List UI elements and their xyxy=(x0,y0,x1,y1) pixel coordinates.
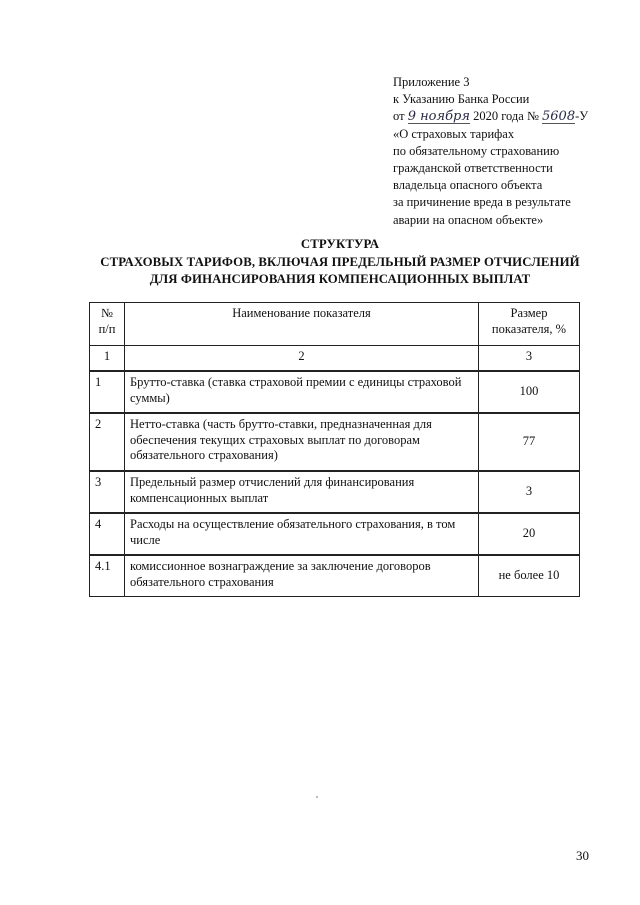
header-num: № п/п xyxy=(90,303,125,346)
row-value: 3 xyxy=(479,471,580,513)
row-value: не более 10 xyxy=(479,555,580,597)
table-header-row xyxy=(90,303,580,346)
header-value: Размер показателя, % xyxy=(479,303,580,346)
column-number-row xyxy=(90,346,580,372)
appendix-header xyxy=(393,74,623,229)
title-line-2: СТРАХОВЫХ ТАРИФОВ, ВКЛЮЧАЯ ПРЕДЕЛЬНЫЙ РАЗМЕР ОТЧИСЛЕНИЙ xyxy=(100,254,580,269)
scan-dot xyxy=(316,796,318,798)
subject-line-3: гражданской ответственности xyxy=(393,161,553,176)
table-row xyxy=(90,513,580,555)
subject-line-2: по обязательному страхованию xyxy=(393,143,560,158)
subject-line-6: аварии на опасном объекте» xyxy=(393,212,544,227)
row-number: 4.1 xyxy=(90,555,125,597)
row-number: 4 xyxy=(90,513,125,555)
column-number-1: 1 xyxy=(90,346,125,372)
header-name: Наименование показателя xyxy=(125,303,479,346)
subject-line-4: владельца опасного объекта xyxy=(393,178,543,193)
row-name: Нетто-ставка (часть брутто-ставки, предназначенная для обеспечения текущих страховых выплат по договорам обязательного страхования) xyxy=(125,413,479,471)
handwritten-date: 9 ноября xyxy=(407,109,470,125)
table-row xyxy=(90,413,580,471)
tariff-structure-table xyxy=(89,302,580,597)
row-name: Расходы на осуществление обязательного страхования, в том числе xyxy=(125,513,479,555)
row-value: 100 xyxy=(479,371,580,413)
date-prefix: от xyxy=(393,109,405,124)
table-row xyxy=(90,471,580,513)
table-row xyxy=(90,371,580,413)
table-row xyxy=(90,555,580,597)
column-number-2: 2 xyxy=(125,346,479,372)
document-title xyxy=(40,236,640,289)
appendix-label: Приложение 3 xyxy=(393,75,470,89)
number-suffix: -У xyxy=(575,109,589,124)
row-name: Брутто-ставка (ставка страховой премии с единицы страховой суммы) xyxy=(125,371,479,413)
subject-line-1: «О страховых тарифах xyxy=(393,126,515,141)
row-name: Предельный размер отчислений для финансирования компенсационных выплат xyxy=(125,471,479,513)
row-value: 20 xyxy=(479,513,580,555)
row-number: 1 xyxy=(90,371,125,413)
row-name: комиссионное вознаграждение за заключение договоров обязательного страхования xyxy=(125,555,479,597)
appendix-date-line xyxy=(393,108,623,125)
year-text: 2020 года № xyxy=(473,109,539,124)
column-number-3: 3 xyxy=(479,346,580,372)
subject-line-5: за причинение вреда в результате xyxy=(393,195,571,210)
title-line-1: СТРУКТУРА xyxy=(300,237,380,251)
row-number: 2 xyxy=(90,413,125,471)
page-number: 30 xyxy=(576,848,589,863)
title-line-3: ДЛЯ ФИНАНСИРОВАНИЯ КОМПЕНСАЦИОННЫХ ВЫПЛАТ xyxy=(149,272,531,286)
appendix-reference: к Указанию Банка России xyxy=(393,92,530,107)
row-value: 77 xyxy=(479,413,580,471)
row-number: 3 xyxy=(90,471,125,513)
handwritten-number: 5608 xyxy=(542,109,576,125)
